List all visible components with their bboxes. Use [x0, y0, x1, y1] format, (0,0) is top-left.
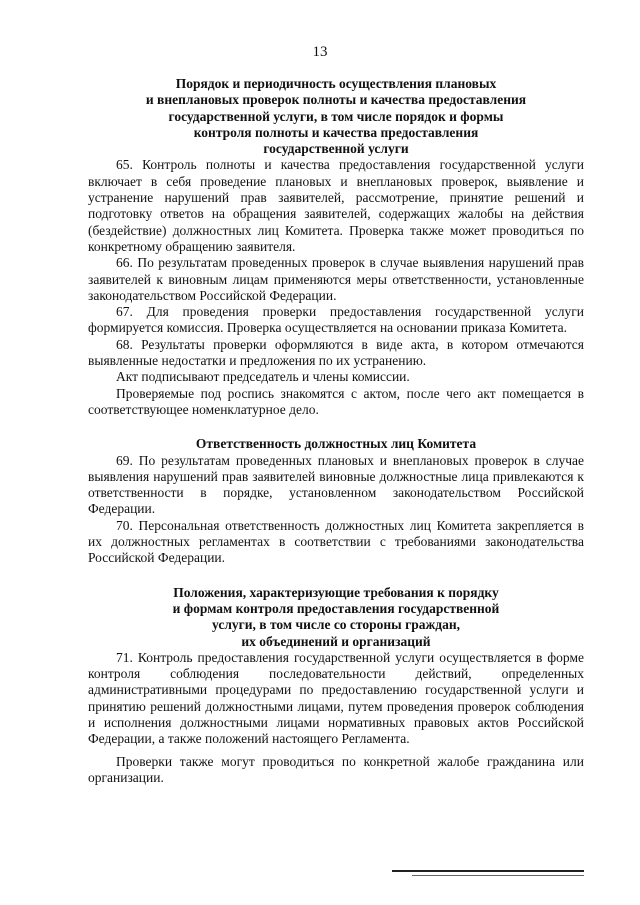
paragraph-69: 69. По результатам проведенных плановых и внеплановых проверок в случае выявления нарушений прав заявителей виновные должностные лица привлекаются к ответственности в порядке, установленном законодательством Российской Федерации. [88, 452, 584, 517]
page-number: 13 [312, 44, 328, 60]
heading-line: контроля полноты и качества предоставления [193, 124, 479, 140]
paragraph-complaint-checks: Проверки также могут проводиться по конкретной жалобе гражданина или организации. [88, 753, 584, 785]
heading-line: их объединений и организаций [241, 633, 431, 649]
heading-line: государственной услуги [263, 141, 409, 157]
paragraph-70: 70. Персональная ответственность должностных лиц Комитета закрепляется в их должностных регламентах в соответствии с требованиями законодательства Российской Федерации. [88, 517, 584, 566]
section-heading-control-requirements [88, 585, 584, 650]
heading-line: Положения, характеризующие требования к порядку [173, 584, 499, 600]
document-body [88, 76, 584, 786]
paragraph-act-familiarization: Проверяемые под роспись знакомятся с актом, после чего акт помещается в соответствующее номенклатурное дело. [88, 385, 584, 417]
paragraph-act-signing: Акт подписывают председатель и члены комиссии. [116, 369, 410, 385]
heading-line: и внеплановых проверок полноты и качества предоставления [145, 92, 527, 108]
paragraph-66: 66. По результатам проведенных проверок в случае выявления нарушений прав заявителей к виновным лицам применяются меры ответственности, установленные законодательством Российской Федерации. [88, 255, 584, 303]
section-heading-responsibility [88, 436, 584, 452]
heading-line: Ответственность должностных лиц Комитета [195, 436, 477, 452]
footer-rule-secondary [412, 875, 584, 876]
heading-line: Порядок и периодичность осуществления плановых [175, 76, 497, 91]
section-heading-control-procedure [88, 76, 584, 157]
paragraph-68: 68. Результаты проверки оформляются в виде акта, в котором отмечаются выявленные недостатки и предложения по их устранению. [88, 336, 584, 369]
heading-line: государственной услуги, в том числе порядок и формы [168, 108, 504, 124]
heading-line: и формам контроля предоставления государственной [172, 600, 500, 616]
paragraph-67: 67. Для проведения проверки предоставления государственной услуги формируется комиссия. Проверка осуществляется на основании приказа Комитета. [88, 304, 584, 336]
footer-rule [392, 870, 584, 872]
paragraph-65: 65. Контроль полноты и качества предоставления государственной услуги включает в себя проведение плановых и внеплановых проверок, выявление и устранение нарушений прав заявителей, рассмотрение, принятие решений и подготовку ответов на обращения заявителей, содержащих жалобы на действия (бездействие) должностных лиц Комитета. Проверка также может проводиться по конкретному обращению заявителя. [88, 157, 584, 254]
paragraph-71: 71. Контроль предоставления государственной услуги осуществляется в форме контроля соблюдения последовательности действий, определенных административными процедурами по предоставлению государственной услуги и принятию решений должностными лицами, путем проведения проверок соблюдения и исполнения должностными лицами нормативных правовых актов Российской Федерации, а также положений настоящего Регламента. [88, 649, 584, 747]
heading-line: услуги, в том числе со стороны граждан, [212, 617, 460, 633]
